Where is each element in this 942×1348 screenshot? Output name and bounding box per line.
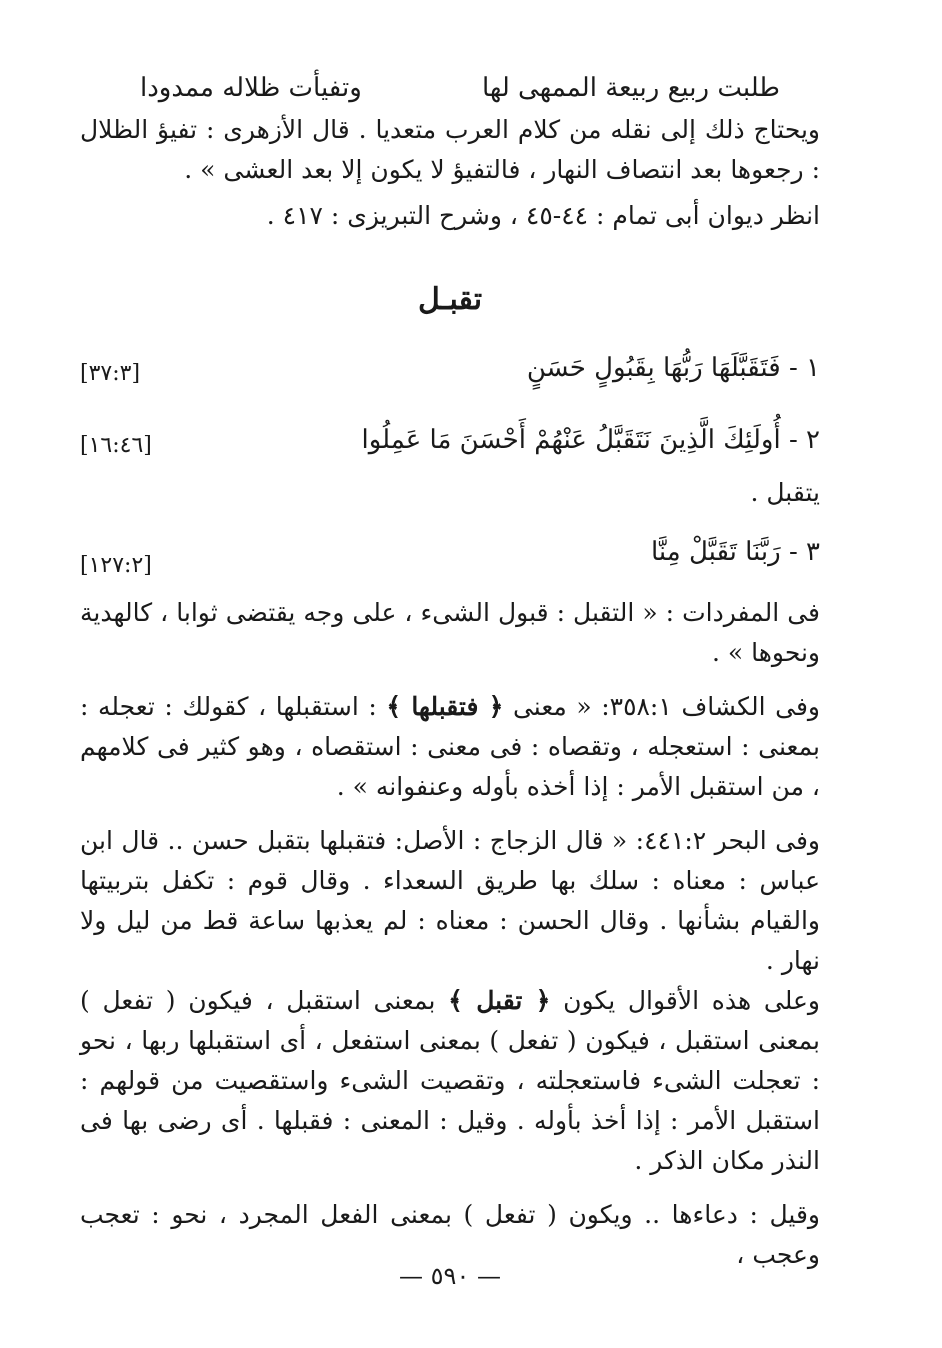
aqwal-lead: وعلى هذه الأقوال يكون [550,986,820,1015]
aqwal-paragraph [80,981,820,1181]
kashshaf-rest: : استقبلها ، كقولك : تعجله : بمعنى : استعجله ، وتقصاه : فى معنى : استقصاه ، وهو كثير فى كلامهم ، من استقبل الأمر : إذا أخذه بأوله وعنفوانه » . [80,692,820,801]
page [80,60,820,1300]
reference-paragraph: انظر ديوان أبى تمام : ٤٤-٤٥ ، وشرح التبريزى : ٤١٧ . [266,201,820,230]
entry-heading: تقبـل [417,282,483,317]
ayah-text: ١ - فَتَقَبَّلَهَا رَبُّهَا بِقَبُولٍ حَسَنٍ [526,353,820,383]
bahr-paragraph: وفى البحر ٤٤١:٢: « قال الزجاج : الأصل: فتقبلها بتقبل حسن .. قال ابن عباس : معناه : سلك بها طريق السعداء . وقال قوم : تكفل بتربيتها والقيام بشأنها . وقال الحسن : معناه : لم يعذبها ساعة قط من ليل ولا نهار . [80,826,821,975]
intro-paragraph: ويحتاج ذلك إلى نقله من كلام العرب متعديا . قال الأزهرى : تفيؤ الظلال : رجعوها بعد انتصاف النهار ، فالتفيؤ لا يكون إلا بعد العشى » . [80,115,820,184]
aqwal-rest: بمعنى استقبل ، فيكون ( تفعل ) بمعنى استقبل ، فيكون ( تفعل ) بمعنى استفعل ، أى استقبلها ربها ، نحو : تعجلت الشىء فاستعجلته ، وتقصيت الشىء واستقصيت من قولهم : استقبل الأمر : إذا أخذ بأوله . وقيل : المعنى : فقبلها . أى رضى بها فى النذر مكان الذكر . [80,986,820,1175]
ayah-2 [80,419,820,467]
poem-hemistich-left: وتفيأت ظلاله ممدودا [140,73,362,103]
quran-term: ﴿ فتقبلها ﴾ [386,692,504,721]
kashshaf-lead: وفى الكشاف ٣٥٨:١: « معنى [503,692,820,721]
poem-verse [80,68,820,108]
ayah-text: ٢ - أُولَئِكَ الَّذِينَ نَتَقَبَّلُ عَنْهُمْ أَحْسَنَ مَا عَمِلُوا [361,425,820,455]
quran-term: ﴿ تقبل ﴾ [448,986,551,1015]
page-number: — ٥٩٠ — [399,1262,501,1290]
mufradat-paragraph: فى المفردات : « التقبل : قبول الشىء ، على وجه يقتضى ثوابا ، كالهدية ونحوها » . [80,598,820,667]
ayah-3 [80,531,820,587]
kashshaf-paragraph [80,687,820,807]
poem-hemistich-right: طلبت ربيع ربيعة الممهى لها [481,73,780,103]
ayah-text: ٣ - رَبَّنَا تَقَبَّلْ مِنَّا [651,537,820,567]
ayah-reference: [١٦:٤٦] [80,433,152,458]
ayah-reference: [١٢٧:٢] [80,553,152,578]
final-paragraph: وقيل : دعاءها .. ويكون ( تفعل ) بمعنى الفعل المجرد ، نحو : تعجب وعجب ، [80,1200,820,1269]
ayah-continuation: يتقبل . [750,478,820,507]
ayah-1 [80,347,820,395]
ayah-reference: [٣٧:٣] [80,361,141,386]
